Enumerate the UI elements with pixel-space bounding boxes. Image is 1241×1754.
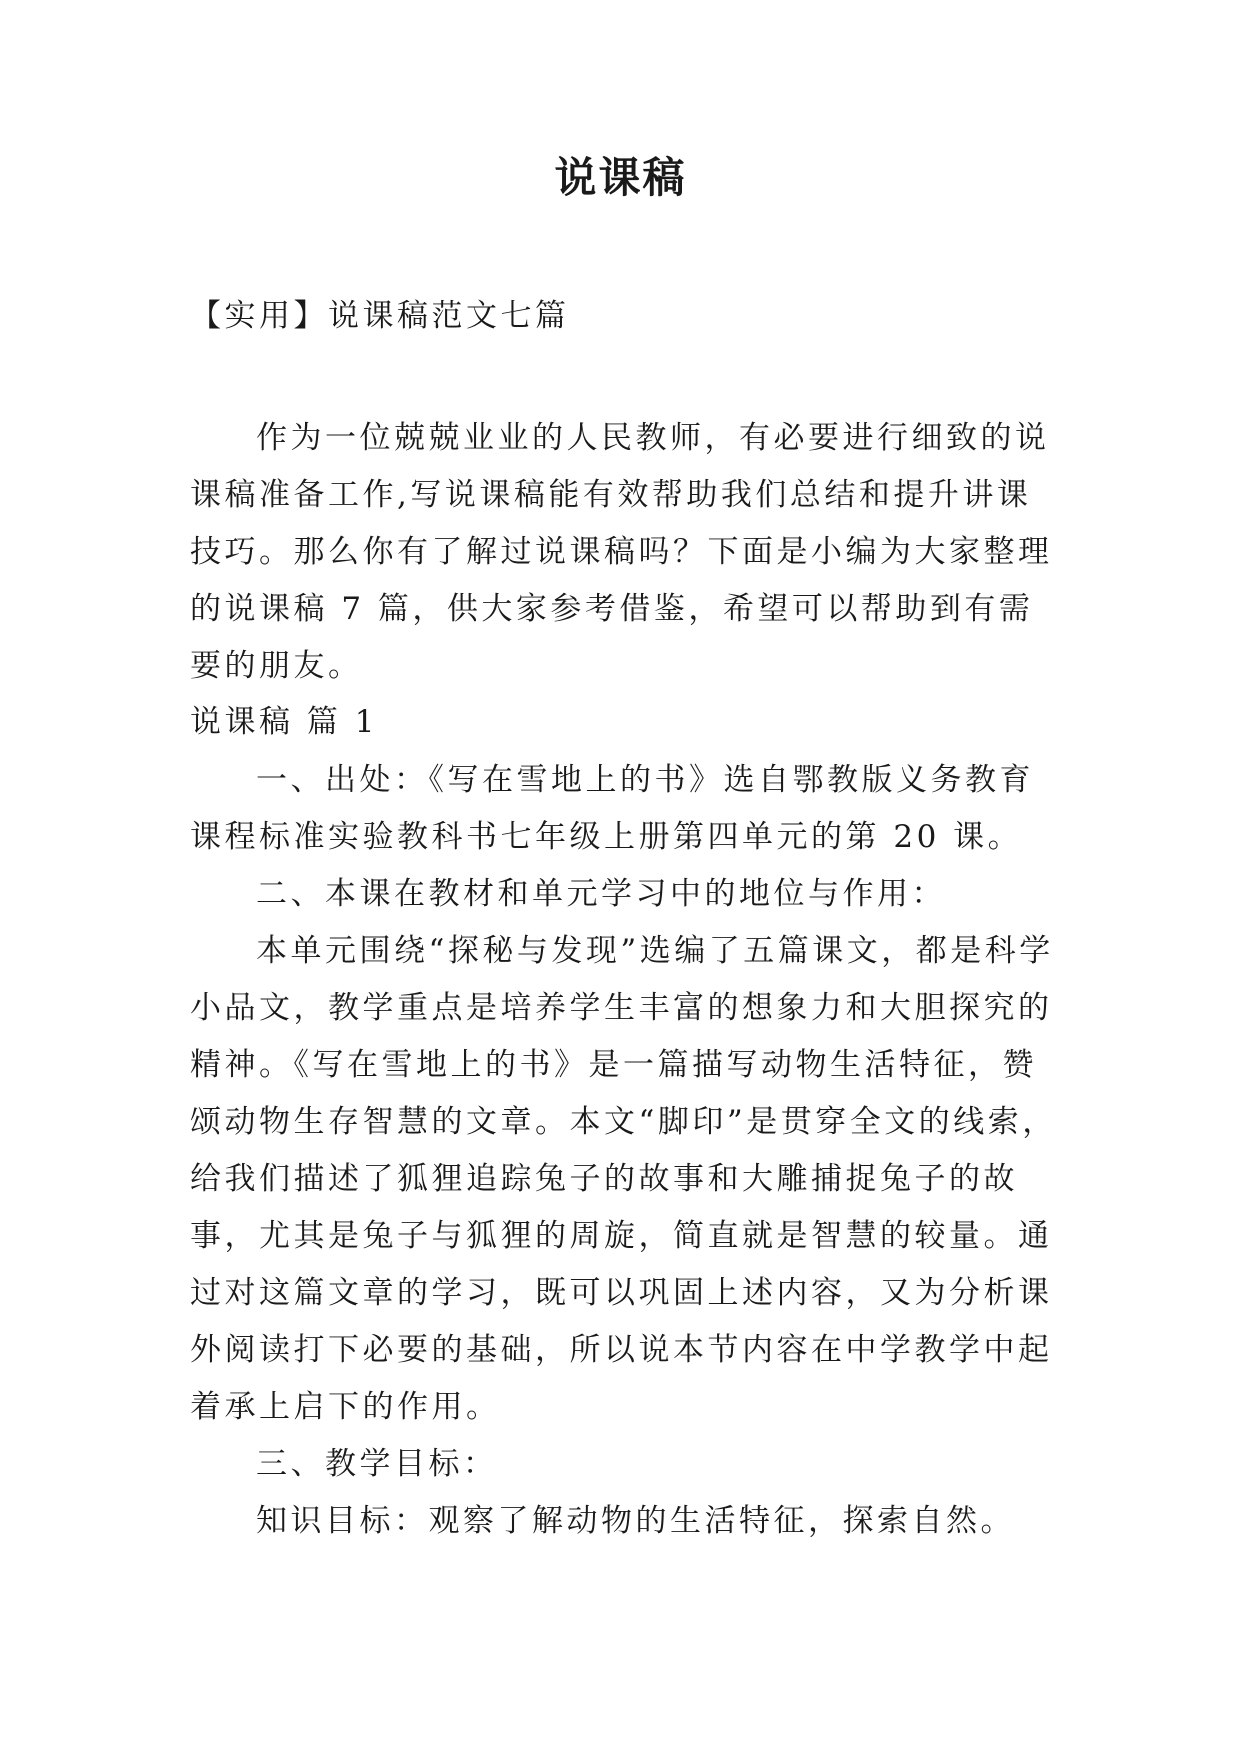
- intro-paragraph: 作为一位兢兢业业的人民教师，有必要进行细致的说课稿准备工作,写说课稿能有效帮助我们总结和提升讲课技巧。那么你有了解过说课稿吗？下面是小编为大家整理的说课稿 7 篇，供大家参考借鉴，希望可以帮助到有需要的朋友。: [190, 420, 1053, 684]
- paragraph-goals-heading: 三、教学目标：: [256, 1446, 498, 1482]
- section-heading: 说课稿 篇 1: [190, 704, 378, 740]
- document-title: 说课稿: [554, 153, 687, 202]
- section-content: [190, 752, 1060, 1550]
- paragraph-knowledge-goal: 知识目标：观察了解动物的生活特征，探索自然。: [256, 1503, 1015, 1539]
- document-subtitle: 【实用】说课稿范文七篇: [190, 298, 570, 334]
- paragraph-role-body: 本单元围绕“探秘与发现”选编了五篇课文，都是科学小品文，教学重点是培养学生丰富的想象力和大胆探究的精神。《写在雪地上的书》是一篇描写动物生活特征，赞颂动物生存智慧的文章。本文“脚印”是贯穿全文的线索，给我们描述了狐狸追踪兔子的故事和大雕捕捉兔子的故事，尤其是兔子与狐狸的周旋，简直就是智慧的较量。通过对这篇文章的学习，既可以巩固上述内容，又为分析课外阅读打下必要的基础，所以说本节内容在中学教学中起着承上启下的作用。: [190, 933, 1057, 1425]
- paragraph-source: 一、出处：《写在雪地上的书》选自鄂教版义务教育课程标准实验教科书七年级上册第四单元的第 20 课。: [190, 762, 1034, 855]
- paragraph-role-heading: 二、本课在教材和单元学习中的地位与作用：: [256, 876, 946, 912]
